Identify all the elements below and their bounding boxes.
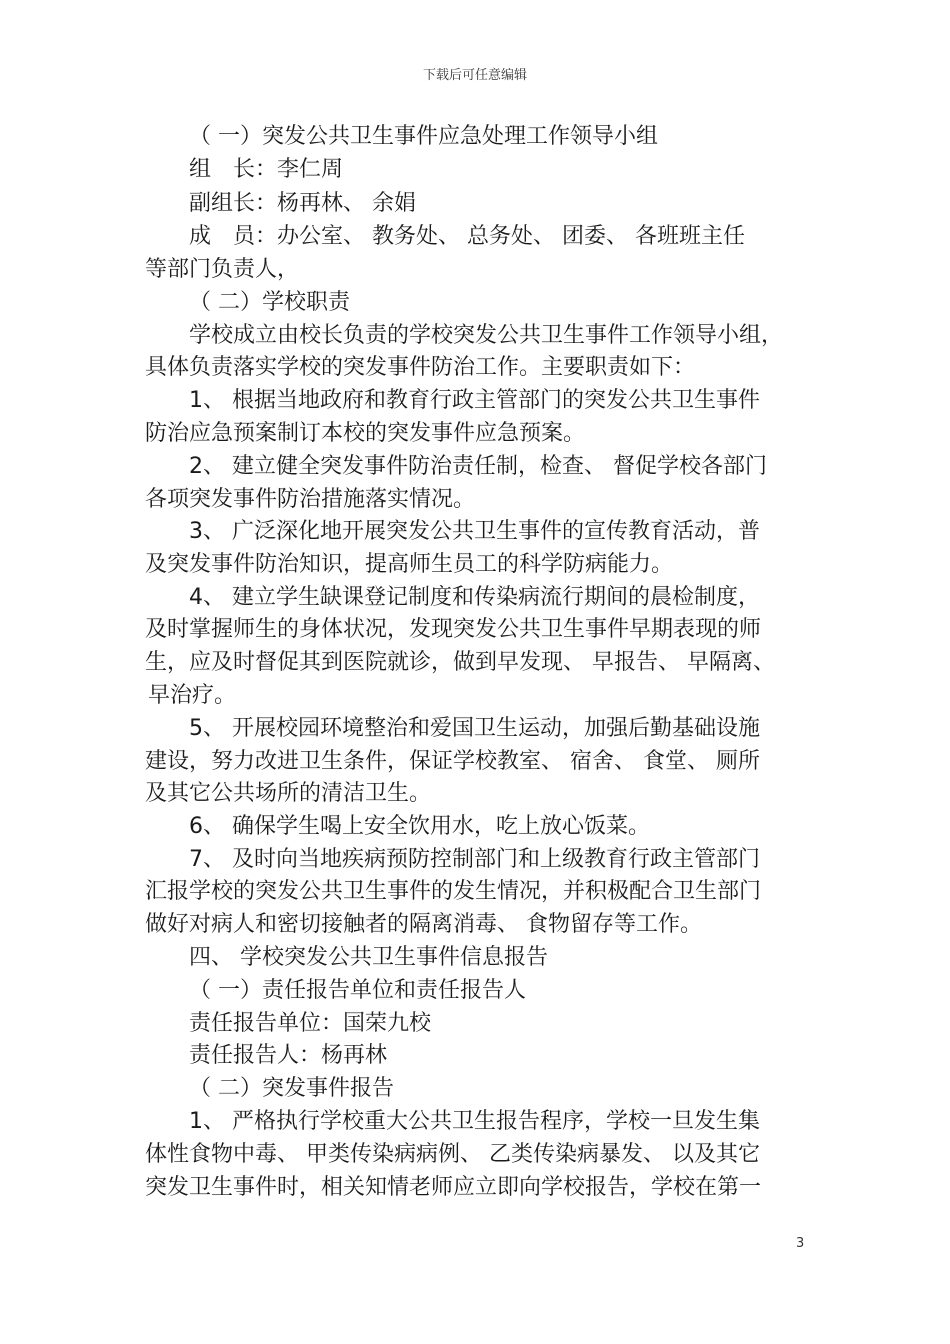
text-line: 副组长：杨再林、 余娟: [189, 191, 416, 216]
text-line: 防治应急预案制订本校的突发事件应急预案。: [145, 421, 586, 446]
text-line: 具体负责落实学校的突发事件防治工作。主要职责如下：: [145, 355, 696, 380]
text-line: 2、 建立健全突发事件防治责任制，检查、 督促学校各部门: [189, 454, 767, 479]
text-line: 建设，努力改进卫生条件，保证学校教室、 宿舍、 食堂、 厕所: [145, 749, 760, 774]
text-line: 做好对病人和密切接触者的隔离消毒、 食物留存等工作。: [145, 912, 702, 937]
text-line: 4、 建立学生缺课登记制度和传染病流行期间的晨检制度，: [189, 585, 760, 610]
text-line: 及其它公共场所的清洁卫生。: [145, 781, 432, 806]
text-line: （ 二）突发事件报告: [189, 1076, 394, 1101]
text-line: 及突发事件防治知识，提高师生员工的科学防病能力。: [145, 552, 674, 577]
text-line: 5、 开展校园环境整治和爱国卫生运动，加强后勤基础设施: [189, 716, 760, 741]
text-line: 1、 根据当地政府和教育行政主管部门的突发公共卫生事件: [189, 388, 760, 413]
text-line: 及时掌握师生的身体状况，发现突发公共卫生事件早期表现的师: [145, 617, 762, 642]
page-header: 下载后可任意编辑: [422, 68, 527, 83]
text-line: 7、 及时向当地疾病预防控制部门和上级教育行政主管部门: [189, 847, 760, 872]
page-number: 3: [796, 1236, 805, 1251]
text-line: （ 一）突发公共卫生事件应急处理工作领导小组: [189, 124, 658, 149]
text-line: 学校成立由校长负责的学校突发公共卫生事件工作领导小组，: [189, 323, 784, 348]
text-line: 6、 确保学生喝上安全饮用水，吃上放心饭菜。: [189, 814, 650, 839]
text-line: （ 二）学校职责: [189, 290, 350, 315]
text-line: 体性食物中毒、 甲类传染病病例、 乙类传染病暴发、 以及其它: [145, 1142, 760, 1167]
text-line: 早治疗。: [148, 683, 237, 708]
text-line: 1、 严格执行学校重大公共卫生报告程序，学校一旦发生集: [189, 1109, 760, 1134]
text-line: 责任报告单位：国荣九校: [189, 1011, 432, 1036]
text-line: 汇报学校的突发公共卫生事件的发生情况，并积极配合卫生部门: [145, 879, 762, 904]
text-line: 成 员：办公室、 教务处、 总务处、 团委、 各班班主任: [189, 224, 745, 249]
text-line: 突发卫生事件时，相关知情老师应立即向学校报告，学校在第一: [145, 1175, 762, 1200]
text-line: 等部门负责人，: [145, 257, 300, 282]
text-line: 责任报告人：杨再林: [189, 1043, 388, 1068]
text-line: （ 一）责任报告单位和责任报告人: [189, 978, 526, 1003]
text-line: 各项突发事件防治措施落实情况。: [145, 487, 476, 512]
text-line: 3、 广泛深化地开展突发公共卫生事件的宣传教育活动，普: [189, 519, 760, 544]
section-heading: 四、 学校突发公共卫生事件信息报告: [189, 945, 548, 970]
text-line: 生，应及时督促其到医院就诊，做到早发现、 早报告、 早隔离、: [145, 650, 775, 675]
text-line: 组 长：李仁周: [189, 157, 344, 182]
